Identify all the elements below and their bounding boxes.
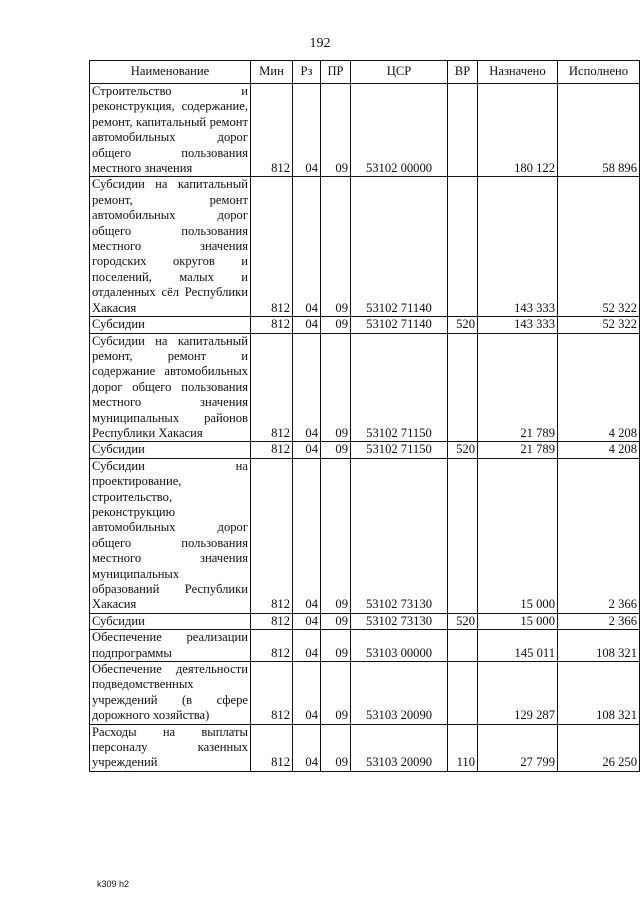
row-assigned: 129 287 (478, 662, 558, 725)
row-min: 812 (251, 333, 293, 442)
row-assigned: 143 333 (478, 177, 558, 317)
header-pr: ПР (321, 61, 351, 84)
table-row (90, 177, 640, 317)
row-csr: 53103 20090 (351, 662, 448, 725)
row-csr: 53102 00000 (351, 84, 448, 177)
row-rz: 04 (293, 662, 321, 725)
row-min: 812 (251, 317, 293, 333)
row-assigned: 15 000 (478, 613, 558, 629)
row-pr: 09 (321, 613, 351, 629)
row-name: Строительство и реконструкция, содержание, ремонт, капитальный ремонт автомобильных дорог общего пользования местного значения (90, 84, 251, 177)
row-pr: 09 (321, 317, 351, 333)
row-rz: 04 (293, 333, 321, 442)
row-min: 812 (251, 724, 293, 771)
row-pr: 09 (321, 630, 351, 662)
table-row (90, 333, 640, 442)
row-csr: 53102 71150 (351, 442, 448, 458)
row-pr: 09 (321, 84, 351, 177)
header-assigned: Назначено (478, 61, 558, 84)
row-pr: 09 (321, 662, 351, 725)
row-csr: 53102 71150 (351, 333, 448, 442)
row-name: Субсидии (90, 317, 251, 333)
row-rz: 04 (293, 317, 321, 333)
row-assigned: 180 122 (478, 84, 558, 177)
row-vr (448, 662, 478, 725)
row-min: 812 (251, 613, 293, 629)
table-row (90, 84, 640, 177)
table-header-row (90, 61, 640, 84)
row-csr: 53103 00000 (351, 630, 448, 662)
table-row (90, 442, 640, 458)
row-csr: 53102 73130 (351, 613, 448, 629)
row-vr: 520 (448, 613, 478, 629)
row-min: 812 (251, 662, 293, 725)
row-name: Субсидии (90, 442, 251, 458)
header-min: Мин (251, 61, 293, 84)
row-pr: 09 (321, 177, 351, 317)
header-csr: ЦСР (351, 61, 448, 84)
row-vr (448, 177, 478, 317)
row-vr: 520 (448, 317, 478, 333)
row-name: Субсидии на капитальный ремонт, ремонт автомобильных дорог общего пользования местного значения городских округов и поселений, малых и отдаленных сёл Республики Хакасия (90, 177, 251, 317)
row-executed: 4 208 (558, 333, 640, 442)
row-assigned: 143 333 (478, 317, 558, 333)
table-row (90, 458, 640, 613)
row-csr: 53103 20090 (351, 724, 448, 771)
row-executed: 4 208 (558, 442, 640, 458)
row-rz: 04 (293, 613, 321, 629)
row-min: 812 (251, 630, 293, 662)
row-rz: 04 (293, 458, 321, 613)
row-executed: 52 322 (558, 177, 640, 317)
row-pr: 09 (321, 333, 351, 442)
table-row (90, 317, 640, 333)
row-vr (448, 333, 478, 442)
footer-code: k309 h2 (97, 879, 130, 889)
header-name: Наименование (90, 61, 251, 84)
row-executed: 58 896 (558, 84, 640, 177)
row-pr: 09 (321, 442, 351, 458)
row-assigned: 21 789 (478, 333, 558, 442)
page-number: 192 (309, 36, 331, 51)
row-csr: 53102 71140 (351, 317, 448, 333)
row-name: Субсидии на капитальный ремонт, ремонт и содержание автомобильных дорог общего пользования местного значения муниципальных районов Республики Хакасия (90, 333, 251, 442)
row-min: 812 (251, 84, 293, 177)
row-name: Обеспечение деятельности подведомственных учреждений (в сфере дорожного хозяйства) (90, 662, 251, 725)
row-vr (448, 630, 478, 662)
row-vr: 520 (448, 442, 478, 458)
row-executed: 2 366 (558, 458, 640, 613)
row-executed: 52 322 (558, 317, 640, 333)
row-assigned: 21 789 (478, 442, 558, 458)
header-executed: Исполнено (558, 61, 640, 84)
row-executed: 26 250 (558, 724, 640, 771)
table-row (90, 630, 640, 662)
row-name: Субсидии (90, 613, 251, 629)
header-vr: ВР (448, 61, 478, 84)
table-row (90, 613, 640, 629)
row-rz: 04 (293, 177, 321, 317)
header-rz: Рз (293, 61, 321, 84)
table-row (90, 662, 640, 725)
row-min: 812 (251, 442, 293, 458)
row-vr: 110 (448, 724, 478, 771)
row-assigned: 15 000 (478, 458, 558, 613)
row-rz: 04 (293, 724, 321, 771)
row-pr: 09 (321, 724, 351, 771)
row-min: 812 (251, 177, 293, 317)
row-executed: 108 321 (558, 630, 640, 662)
row-name: Расходы на выплаты персоналу казенных учреждений (90, 724, 251, 771)
row-csr: 53102 71140 (351, 177, 448, 317)
table-row (90, 724, 640, 771)
budget-table (89, 60, 640, 772)
row-name: Субсидии на проектирование, строительство, реконструкцию автомобильных дорог общего пользования местного значения муниципальных образований Республики Хакасия (90, 458, 251, 613)
row-vr (448, 84, 478, 177)
row-vr (448, 458, 478, 613)
row-csr: 53102 73130 (351, 458, 448, 613)
row-rz: 04 (293, 630, 321, 662)
row-name: Обеспечение реализации подпрограммы (90, 630, 251, 662)
row-pr: 09 (321, 458, 351, 613)
row-rz: 04 (293, 84, 321, 177)
row-executed: 2 366 (558, 613, 640, 629)
row-min: 812 (251, 458, 293, 613)
row-rz: 04 (293, 442, 321, 458)
row-executed: 108 321 (558, 662, 640, 725)
row-assigned: 27 799 (478, 724, 558, 771)
row-assigned: 145 011 (478, 630, 558, 662)
